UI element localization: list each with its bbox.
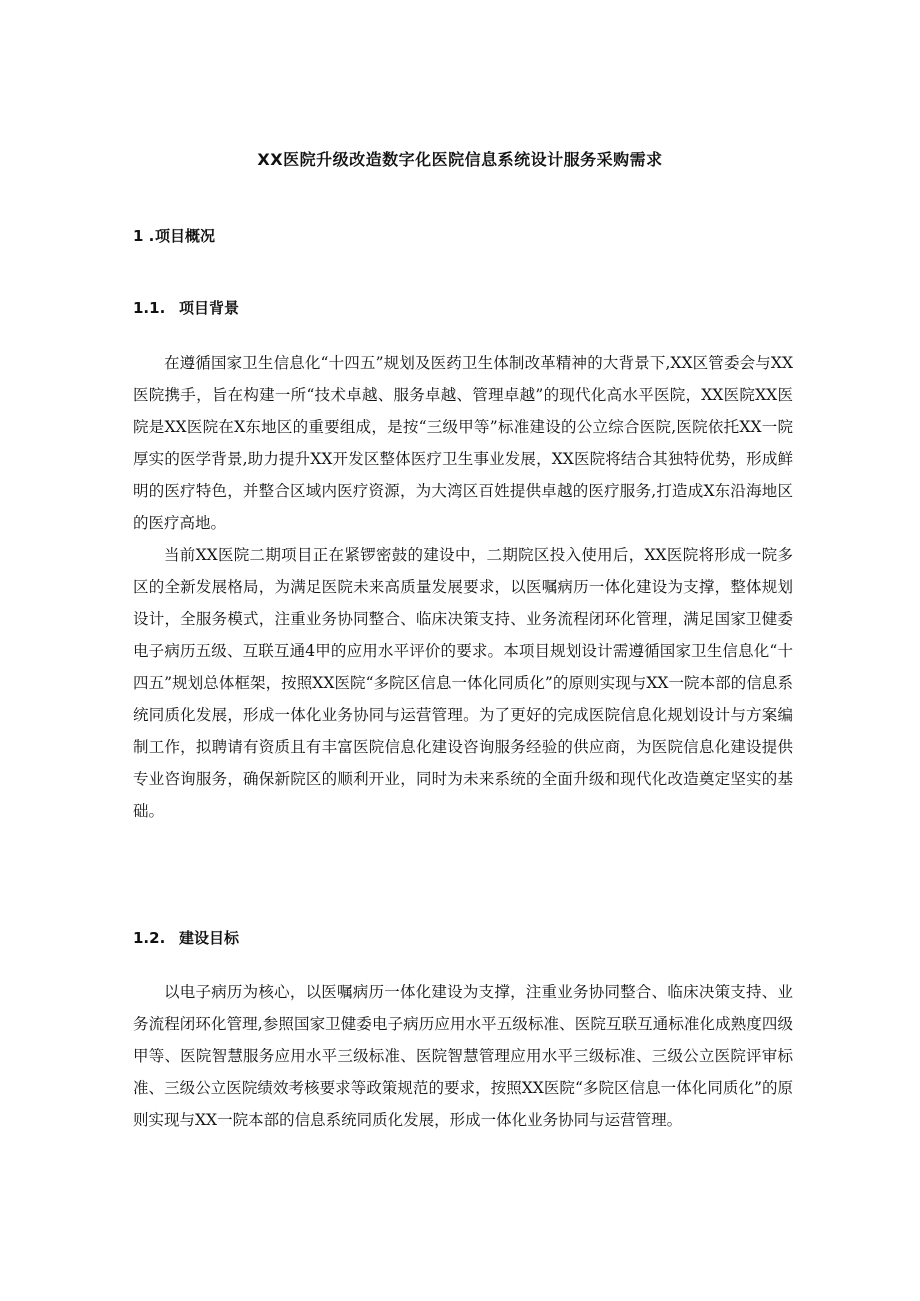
section-title: 项目背景 [179,299,240,317]
section-title: 项目概况 [155,227,216,245]
construction-goals-body [133,976,793,1136]
section-number: 1.1. [133,299,166,317]
document-title: XX医院升级改造数字化医院信息系统设计服务采购需求 [257,150,663,169]
paragraph: 以电子病历为核心，以医嘱病历一体化建设为支撑，注重业务协同整合、临床决策支持、业务流程闭环化管理,参照国家卫健委电子病历应用水平五级标准、医院互联互通标准化成熟度四级甲等、医院智慧服务应用水平三级标准、医院智慧管理应用水平三级标准、三级公立医院评审标准、三级公立医院绩效考核要求等政策规范的要求，按照XX医院“多院区信息一体化同质化”的原则实现与XX一院本部的信息系统同质化发展，形成一体化业务协同与运营管理。 [133,983,793,1129]
project-background-body [133,347,793,827]
paragraph: 当前XX医院二期项目正在紧锣密鼓的建设中，二期院区投入使用后，XX医院将形成一院多区的全新发展格局，为满足医院未来高质量发展要求，以医嘱病历一体化建设为支撑，整体规划设计，全服务模式，注重业务协同整合、临床决策支持、业务流程闭环化管理，满足国家卫健委电子病历五级、互联互通4甲的应用水平评价的要求。本项目规划设计需遵循国家卫生信息化“十四五”规划总体框架，按照XX医院“多院区信息一体化同质化”的原则实现与XX一院本部的信息系统同质化发展，形成一体化业务协同与运营管理。为了更好的完成医院信息化规划设计与方案编制工作，拟聘请有资质且有丰富医院信息化建设咨询服务经验的供应商，为医院信息化建设提供专业咨询服务，确保新院区的顺利开业，同时为未来系统的全面升级和现代化改造奠定坚实的基础。 [133,546,793,820]
section-number: 1 . [133,227,155,245]
section-heading-project-background [133,298,239,318]
section-heading-project-overview [133,226,215,246]
section-title: 建设目标 [179,929,240,947]
paragraph: 在遵循国家卫生信息化“十四五”规划及医药卫生体制改革精神的大背景下,XX区管委会与XX医院携手，旨在构建一所“技术卓越、服务卓越、管理卓越”的现代化高水平医院，XX医院XX医院是XX医院在X东地区的重要组成，是按“三级甲等”标准建设的公立综合医院,医院依托XX一院厚实的医学背景,助力提升XX开发区整体医疗卫生事业发展，XX医院将结合其独特优势，形成鲜明的医疗特色，并整合区域内医疗资源，为大湾区百姓提供卓越的医疗服务,打造成X东沿海地区的医疗高地。 [133,354,793,532]
section-heading-construction-goals [133,928,239,948]
section-number: 1.2. [133,929,166,947]
